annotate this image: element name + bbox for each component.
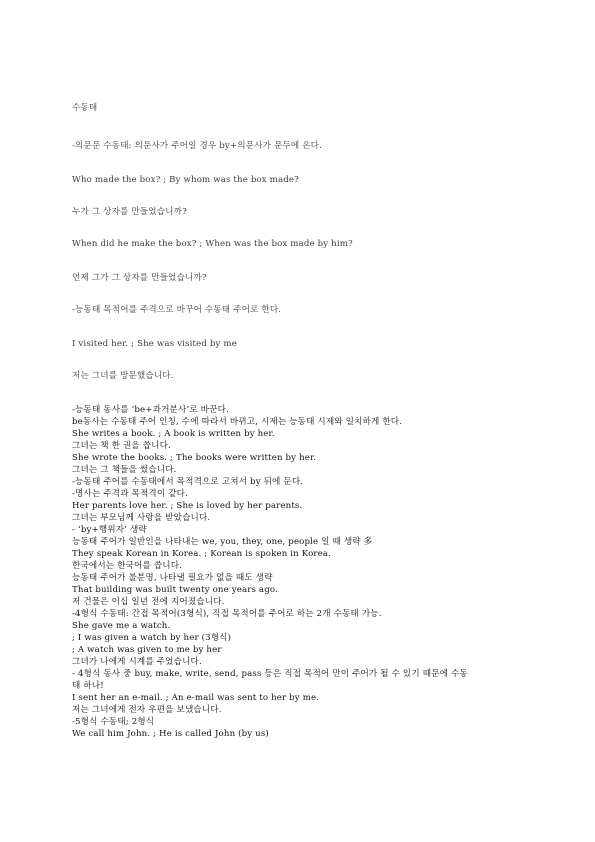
text-line: 누가 그 상자를 만들었습니까? <box>72 207 187 217</box>
text-line: Who made the box? ; By whom was the box made? <box>72 175 299 185</box>
text-line: She gave me a watch. <box>72 621 171 631</box>
text-line: -능동태 목적어를 주격으로 바꾸어 수동태 주어로 한다. <box>72 305 282 315</box>
text-line: ; I was given a watch by her (3형식) <box>72 633 232 643</box>
text-line: -의문문 수동태: 의문사가 주어일 경우 by+의문사가 문두에 온다. <box>72 141 322 151</box>
text-line: be동사는 수동태 주어 인칭, 수에 따라서 바뀌고, 시제는 능동태 시제와 일치하게 한다. <box>72 417 403 427</box>
text-line: 능동태 주어가 불분명, 나타낼 필요가 없을 때도 생략 <box>72 573 273 583</box>
text-line: That building was built twenty one years ago. <box>72 585 278 595</box>
text-line: 그녀가 나에게 시계를 주었습니다. <box>72 657 202 667</box>
text-line: 그녀는 그 책들을 썼습니다. <box>72 465 177 475</box>
document-title: 수동태 <box>72 103 98 113</box>
text-line: 저는 그녀를 방문했습니다. <box>72 371 174 381</box>
text-line: I sent her an e-mail. ; An e-mail was sent to her by me. <box>72 693 320 703</box>
text-line: 그녀는 부모님께 사랑을 받았습니다. <box>72 513 211 523</box>
text-line: I visited her. ; She was visited by me <box>72 339 237 349</box>
text-line: Her parents love her. ; She is loved by her parents. <box>72 501 303 511</box>
text-line: 한국에서는 한국어를 씁니다. <box>72 561 183 571</box>
text-line: 언제 그가 그 상자를 만들었습니까? <box>72 273 207 283</box>
text-line: She wrote the books. ; The books were written by her. <box>72 453 317 463</box>
text-line: 그녀는 책 한 권을 씁니다. <box>72 441 171 451</box>
text-line: 태 하나! <box>72 681 104 691</box>
text-line: ; A watch was given to me by her <box>72 645 222 655</box>
text-line: - ‘by+행위자’ 생략 <box>72 525 147 535</box>
text-line: -4형식 수동태: 간접 목적어(3형식), 직접 목적어를 주어로 하는 2개 수동태 가능. <box>72 609 382 619</box>
text-line: When did he make the box? ; When was the box made by him? <box>72 239 353 249</box>
text-line: -5형식 수동태; 2형식 <box>72 717 155 727</box>
text-line: We call him John. ; He is called John (by us) <box>72 729 269 739</box>
text-line: - 4형식 동사 중 buy, make, write, send, pass 등은 직접 목적어 만이 주어가 될 수 있기 때문에 수동 <box>72 669 468 679</box>
text-line: 능동태 주어가 일반인을 나타내는 we, you, they, one, people 일 때 생략 多 <box>72 537 373 547</box>
text-line: -명사는 주격과 목적격이 같다. <box>72 489 188 499</box>
text-line: 저 건물은 이십 일년 전에 지어졌습니다. <box>72 597 225 607</box>
text-line: -능동태 주어를 수동태에서 목적격으로 고쳐서 by 뒤에 둔다. <box>72 477 304 487</box>
text-line: -능동태 동사를 ‘be+과거분사’로 바꾼다. <box>72 405 229 415</box>
text-line: She writes a book. ; A book is written by her. <box>72 429 275 439</box>
text-line: 저는 그녀에게 전자 우편을 보냈습니다. <box>72 705 222 715</box>
text-line: They speak Korean in Korea. ; Korean is spoken in Korea. <box>72 549 332 559</box>
